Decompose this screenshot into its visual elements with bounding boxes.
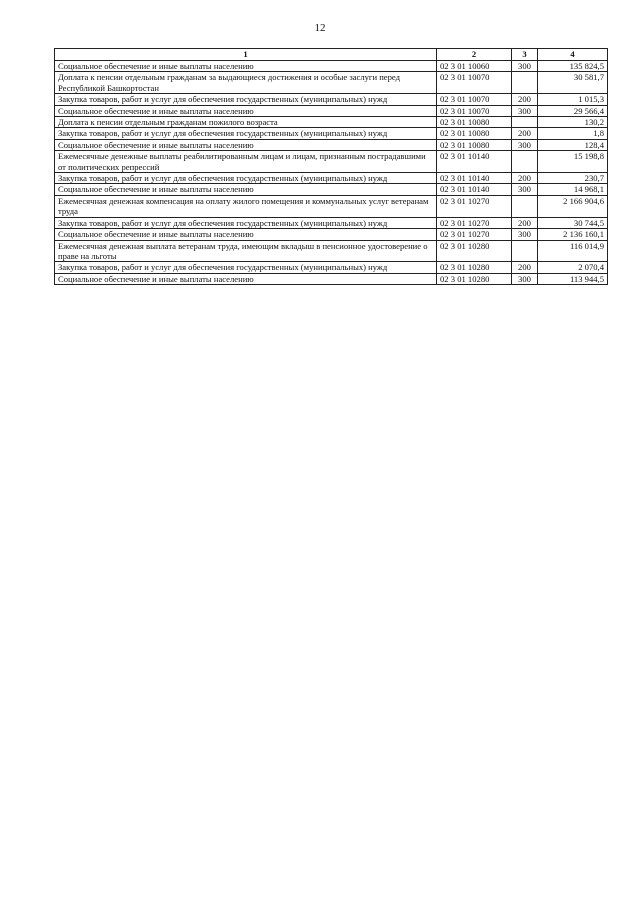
- row-code-cell: 02 3 01 10280: [437, 273, 512, 284]
- row-name-cell: Закупка товаров, работ и услуг для обеспечения государственных (муниципальных) нужд: [55, 94, 437, 105]
- table-row: [55, 273, 608, 284]
- table-row: [55, 139, 608, 150]
- row-type-cell: 300: [512, 273, 538, 284]
- row-code-cell: 02 3 01 10140: [437, 173, 512, 184]
- row-type-cell: [512, 240, 538, 262]
- table-row: [55, 184, 608, 195]
- row-code-cell: 02 3 01 10070: [437, 94, 512, 105]
- table-row: [55, 128, 608, 139]
- row-name-cell: Доплата к пенсии отдельным гражданам за выдающиеся достижения и особые заслуги перед Республикой Башкортостан: [55, 72, 437, 94]
- row-amount-cell: 29 566,4: [538, 105, 608, 116]
- header-col-3: 3: [512, 49, 538, 61]
- row-amount-cell: 130,2: [538, 117, 608, 128]
- table-row: [55, 217, 608, 228]
- row-name-cell: Закупка товаров, работ и услуг для обеспечения государственных (муниципальных) нужд: [55, 262, 437, 273]
- row-type-cell: [512, 72, 538, 94]
- row-type-cell: 300: [512, 184, 538, 195]
- table-row: [55, 117, 608, 128]
- row-amount-cell: 30 744,5: [538, 217, 608, 228]
- row-code-cell: 02 3 01 10270: [437, 229, 512, 240]
- row-code-cell: 02 3 01 10280: [437, 262, 512, 273]
- row-code-cell: 02 3 01 10270: [437, 195, 512, 217]
- row-name-cell: Ежемесячная денежная компенсация на оплату жилого помещения и коммунальных услуг ветеранам труда: [55, 195, 437, 217]
- table-row: [55, 173, 608, 184]
- row-code-cell: 02 3 01 10280: [437, 240, 512, 262]
- row-name-cell: Закупка товаров, работ и услуг для обеспечения государственных (муниципальных) нужд: [55, 128, 437, 139]
- row-type-cell: 300: [512, 61, 538, 72]
- row-code-cell: 02 3 01 10060: [437, 61, 512, 72]
- row-code-cell: 02 3 01 10080: [437, 117, 512, 128]
- row-name-cell: Ежемесячная денежная выплата ветеранам труда, имеющим вкладыш в пенсионное удостоверение о праве на льготы: [55, 240, 437, 262]
- table-row: [55, 195, 608, 217]
- row-code-cell: 02 3 01 10080: [437, 139, 512, 150]
- table-header-row: [55, 49, 608, 61]
- table-row: [55, 229, 608, 240]
- row-name-cell: Закупка товаров, работ и услуг для обеспечения государственных (муниципальных) нужд: [55, 217, 437, 228]
- row-amount-cell: 2 166 904,6: [538, 195, 608, 217]
- row-code-cell: 02 3 01 10070: [437, 72, 512, 94]
- row-name-cell: Социальное обеспечение и иные выплаты населению: [55, 229, 437, 240]
- row-name-cell: Социальное обеспечение и иные выплаты населению: [55, 105, 437, 116]
- page-number: 12: [314, 22, 326, 34]
- row-code-cell: 02 3 01 10270: [437, 217, 512, 228]
- row-name-cell: Социальное обеспечение и иные выплаты населению: [55, 139, 437, 150]
- row-amount-cell: 2 070,4: [538, 262, 608, 273]
- row-type-cell: 300: [512, 229, 538, 240]
- row-amount-cell: 15 198,8: [538, 151, 608, 173]
- row-name-cell: Социальное обеспечение и иные выплаты населению: [55, 184, 437, 195]
- row-type-cell: 200: [512, 128, 538, 139]
- row-type-cell: [512, 117, 538, 128]
- row-name-cell: Закупка товаров, работ и услуг для обеспечения государственных (муниципальных) нужд: [55, 173, 437, 184]
- row-type-cell: 200: [512, 217, 538, 228]
- row-type-cell: 300: [512, 105, 538, 116]
- row-amount-cell: 1 015,3: [538, 94, 608, 105]
- table-row: [55, 61, 608, 72]
- row-name-cell: Ежемесячные денежные выплаты реабилитированным лицам и лицам, признанным пострадавшими от политических репрессий: [55, 151, 437, 173]
- row-type-cell: 200: [512, 94, 538, 105]
- table-row: [55, 262, 608, 273]
- table-row: [55, 240, 608, 262]
- row-amount-cell: 135 824,5: [538, 61, 608, 72]
- row-name-cell: Доплата к пенсии отдельным гражданам пожилого возраста: [55, 117, 437, 128]
- row-type-cell: [512, 195, 538, 217]
- row-type-cell: [512, 151, 538, 173]
- row-code-cell: 02 3 01 10070: [437, 105, 512, 116]
- row-amount-cell: 1,8: [538, 128, 608, 139]
- row-name-cell: Социальное обеспечение и иные выплаты населению: [55, 61, 437, 72]
- row-amount-cell: 128,4: [538, 139, 608, 150]
- row-amount-cell: 14 968,1: [538, 184, 608, 195]
- table-body: [55, 61, 608, 285]
- row-amount-cell: 116 014,9: [538, 240, 608, 262]
- row-name-cell: Социальное обеспечение и иные выплаты населению: [55, 273, 437, 284]
- table-row: [55, 151, 608, 173]
- row-type-cell: 300: [512, 139, 538, 150]
- table-row: [55, 72, 608, 94]
- header-col-4: 4: [538, 49, 608, 61]
- row-code-cell: 02 3 01 10140: [437, 184, 512, 195]
- table-row: [55, 94, 608, 105]
- row-amount-cell: 230,7: [538, 173, 608, 184]
- row-amount-cell: 2 136 160,1: [538, 229, 608, 240]
- header-col-1: 1: [55, 49, 437, 61]
- row-type-cell: 200: [512, 173, 538, 184]
- row-code-cell: 02 3 01 10080: [437, 128, 512, 139]
- header-col-2: 2: [437, 49, 512, 61]
- row-amount-cell: 30 581,7: [538, 72, 608, 94]
- row-type-cell: 200: [512, 262, 538, 273]
- row-amount-cell: 113 944,5: [538, 273, 608, 284]
- budget-table: [54, 48, 608, 285]
- row-code-cell: 02 3 01 10140: [437, 151, 512, 173]
- table-row: [55, 105, 608, 116]
